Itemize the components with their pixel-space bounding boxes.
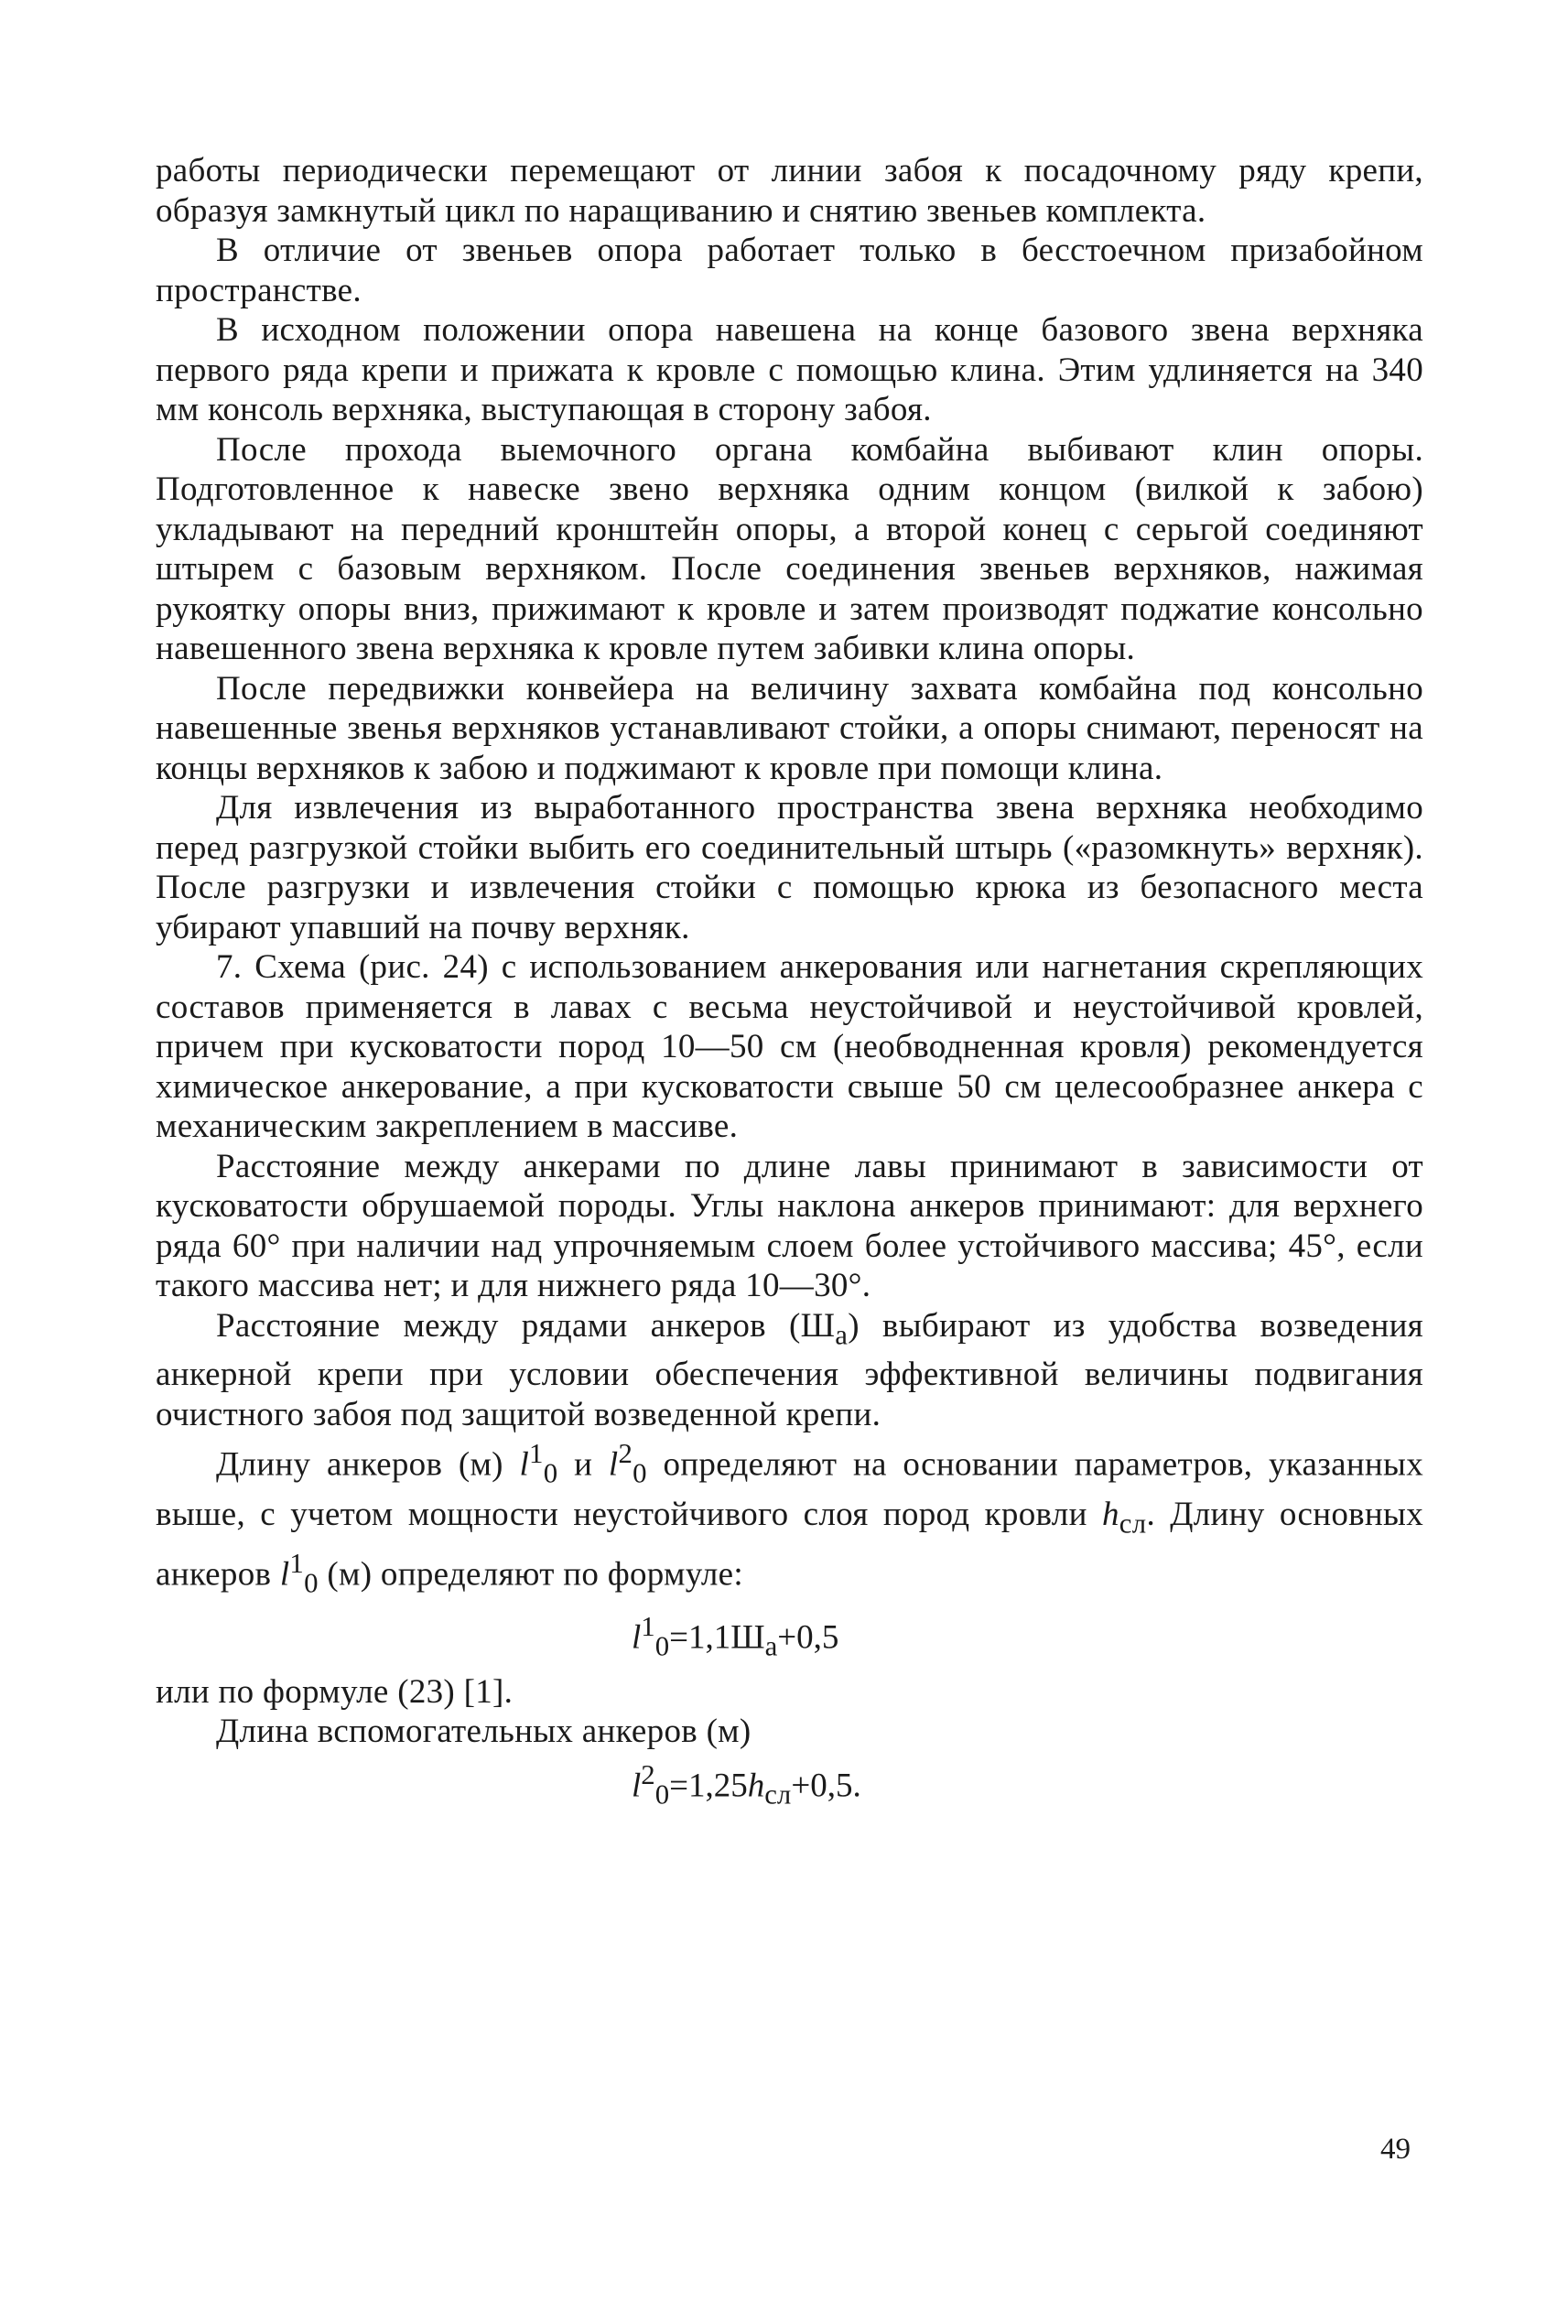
variable-h: h — [1101, 1495, 1119, 1533]
formula-sub: 0 — [654, 1630, 670, 1662]
variable-sub: 0 — [543, 1458, 558, 1490]
formula-variable-h: h — [747, 1767, 765, 1805]
formula-variable-l: l — [632, 1618, 642, 1657]
paragraph-9 — [156, 1306, 1423, 1435]
paragraph-10-part-a: Длину анкеров (м) — [216, 1445, 520, 1484]
formula-rhs-a: =1,25 — [669, 1767, 748, 1805]
paragraph-7: 7. Схема (рис. 24) с использованием анкерования или нагнетания скрепляющих составов применяется в лавах с весьма неустойчивой и неустойчивой кровлей, причем при кусковатости пород 10—50 см (необводненная кровля) рекомендуется химическое анкерование, а при кусковатости свыше 50 см целесообразнее анкера с механическим закреплением в массиве. — [156, 948, 1423, 1145]
formula-rhs-sub: а — [764, 1630, 778, 1662]
paragraph-12: Длина вспомогательных анкеров (м) — [216, 1713, 752, 1751]
formula-rhs-sub: сл — [764, 1778, 792, 1811]
variable-sub: сл — [1119, 1508, 1147, 1539]
paragraph-9-part-a: Расстояние между рядами анкеров (Ш — [216, 1306, 836, 1345]
paragraph-10-and: и — [557, 1445, 609, 1484]
paragraph-10-part-b: определяют на основании параметров, указанных выше, с учетом мощности неустойчивого слоя пород кровли — [156, 1445, 1423, 1533]
paragraph-6: Для извлечения из выработанного пространства звена верхняка необходимо перед разгрузкой стойки выбить его соединительный штырь («разомкнуть» верхняк). После разгрузки и извлечения стойки с помощью крюка из безопасного места убирают упавший на почву верхняк. — [156, 789, 1423, 946]
page-body — [156, 151, 1423, 1821]
formula-sub: 0 — [654, 1778, 670, 1811]
formula-rhs-b: +0,5. — [791, 1767, 861, 1805]
formula-variable-l: l — [632, 1767, 642, 1805]
page-number: 49 — [1380, 2133, 1411, 2166]
variable-sub: 0 — [304, 1567, 319, 1599]
paragraph-8: Расстояние между анкерами по длине лавы принимают в зависимости от кусковатости обрушаемой породы. Углы наклона анкеров принимают: для верхнего ряда 60° при наличии над упрочняемым слоем более устойчивого массива; 45°, если такого массива нет; и для нижнего ряда 10—30°. — [156, 1147, 1423, 1304]
paragraph-3: В исходном положении опора навешена на конце базового звена верхняка первого ряда крепи и прижата к кровле с помощью клина. Этим удлиняется на 340 мм консоль верхняка, выступающая в сторону забоя. — [156, 311, 1423, 428]
variable-l: l — [279, 1554, 290, 1593]
paragraph-4: После прохода выемочного органа комбайна выбивают клин опоры. Подготовленное к навеске звено верхняка одним концом (вилкой к забою) укладывают на передний кронштейн опоры, а второй конец с серьгой соединяют штырем с базовым верхняком. После соединения звеньев верхняков, нажимая рукоятку опоры вниз, прижимают к кровле и затем производят поджатие консольно навешенного звена верхняка к кровле путем забивки клина опоры. — [156, 430, 1423, 667]
variable-sub: 0 — [633, 1458, 647, 1490]
paragraph-10-part-d: (м) определяют по формуле: — [318, 1554, 743, 1593]
paragraph-9-part-b: ) выбирают из удобства возведения анкерной крепи при условии обеспечения эффективной величины подвигания очистного забоя под защитой возведенной крепи. — [156, 1306, 1423, 1433]
variable-sup: 1 — [529, 1438, 544, 1470]
formula-rhs-a: =1,1Ш — [669, 1618, 765, 1657]
variable-l: l — [519, 1445, 530, 1484]
paragraph-10 — [156, 1434, 1423, 1603]
paragraph-9-subscript: а — [835, 1318, 849, 1350]
formula-1 — [156, 1607, 1423, 1667]
paragraph-11: или по формуле (23) [1]. — [156, 1672, 514, 1711]
variable-sup: 1 — [289, 1547, 305, 1579]
formula-sup: 2 — [641, 1758, 655, 1790]
paragraph-2: В отличие от звеньев опора работает только в бесстоечном призабойном пространстве. — [156, 232, 1423, 309]
formula-rhs-b: +0,5 — [777, 1618, 839, 1657]
formula-2 — [156, 1756, 1423, 1815]
paragraph-10-part-c: . Длину основных анкеров — [156, 1495, 1423, 1593]
paragraph-1: работы периодически перемещают от линии забоя к посадочному ряду крепи, образуя замкнутый цикл по наращиванию и снятию звеньев комплекта. — [156, 152, 1423, 230]
paragraph-5: После передвижки конвейера на величину захвата комбайна под консольно навешенные звенья верхняков устанавливают стойки, а опоры снимают, переносят на концы верхняков к забою и поджимают к кровле при помощи клина. — [156, 669, 1423, 787]
variable-l: l — [608, 1445, 619, 1484]
formula-sup: 1 — [641, 1610, 655, 1642]
variable-sup: 2 — [618, 1438, 633, 1470]
